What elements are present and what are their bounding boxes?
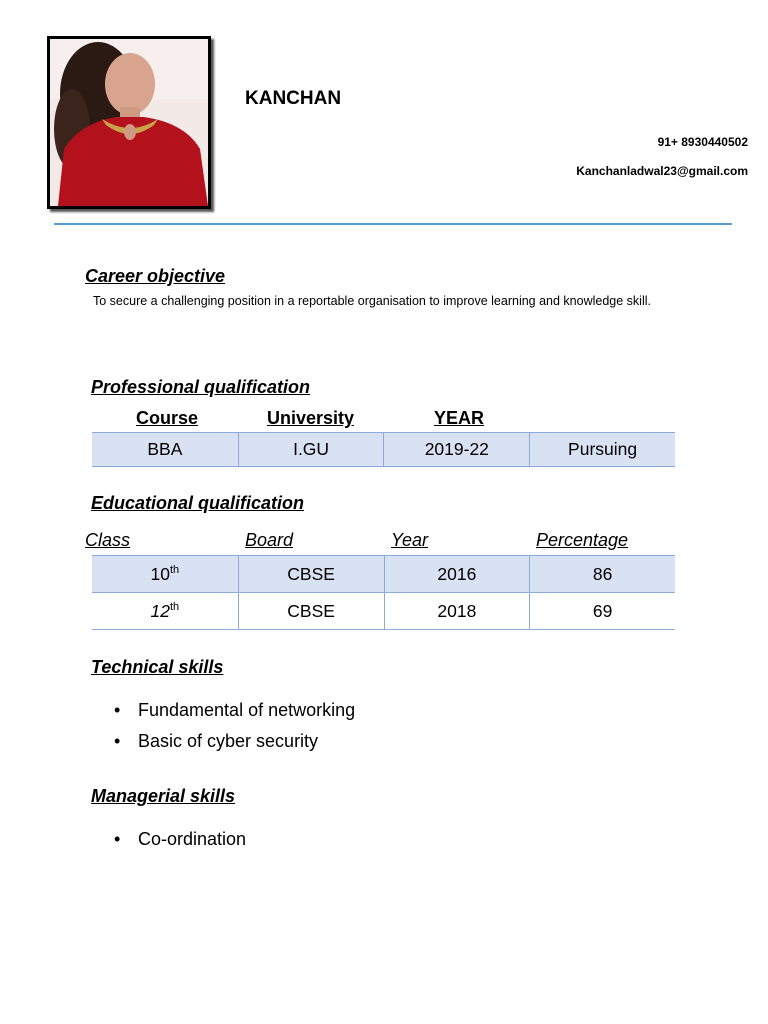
list-item: • Co-ordination [92, 829, 246, 860]
header-divider [54, 223, 732, 225]
cell-class: 12th [92, 593, 238, 630]
list-item: • Basic of cyber security [92, 731, 355, 762]
technical-skills-list [92, 700, 355, 762]
profile-photo [47, 36, 211, 209]
cell-year: 2019-22 [384, 433, 530, 467]
col-course: Course [136, 408, 199, 428]
cell-percentage: 69 [530, 593, 675, 630]
cell-board: CBSE [238, 593, 384, 630]
career-objective-text: To secure a challenging position in a reportable organisation to improve learning and knowledge skill. [93, 294, 651, 308]
list-item: • Fundamental of networking [92, 700, 355, 731]
cell-board: CBSE [238, 556, 384, 593]
col-percentage: Percentage [536, 530, 629, 550]
cell-university: I.GU [238, 433, 384, 467]
cell-status: Pursuing [530, 433, 675, 467]
educational-qualification-heading: Educational qualification [91, 493, 305, 513]
educational-table [92, 555, 675, 630]
candidate-name: KANCHAN [245, 88, 342, 109]
managerial-skills-heading: Managerial skills [91, 786, 236, 806]
cell-year: 2018 [384, 593, 530, 630]
phone-number: 91+ 8930440502 [657, 135, 748, 149]
cell-class: 10th [92, 556, 238, 593]
managerial-skills-list [92, 829, 246, 860]
table-row [92, 593, 675, 630]
col-university: University [267, 408, 355, 428]
col-board: Board [245, 530, 294, 550]
cell-course: BBA [92, 433, 238, 467]
cell-year: 2016 [384, 556, 530, 593]
col-edu-year: Year [391, 530, 429, 550]
professional-table [92, 432, 675, 467]
email-address[interactable]: Kanchanladwal23@gmail.com [576, 164, 748, 178]
col-year: YEAR [434, 408, 485, 428]
professional-qualification-heading: Professional qualification [91, 377, 311, 397]
technical-skills-heading: Technical skills [91, 657, 224, 677]
career-objective-heading: Career objective [85, 266, 226, 286]
table-row [92, 433, 675, 467]
cell-percentage: 86 [530, 556, 675, 593]
table-row [92, 556, 675, 593]
col-class: Class [85, 530, 131, 550]
